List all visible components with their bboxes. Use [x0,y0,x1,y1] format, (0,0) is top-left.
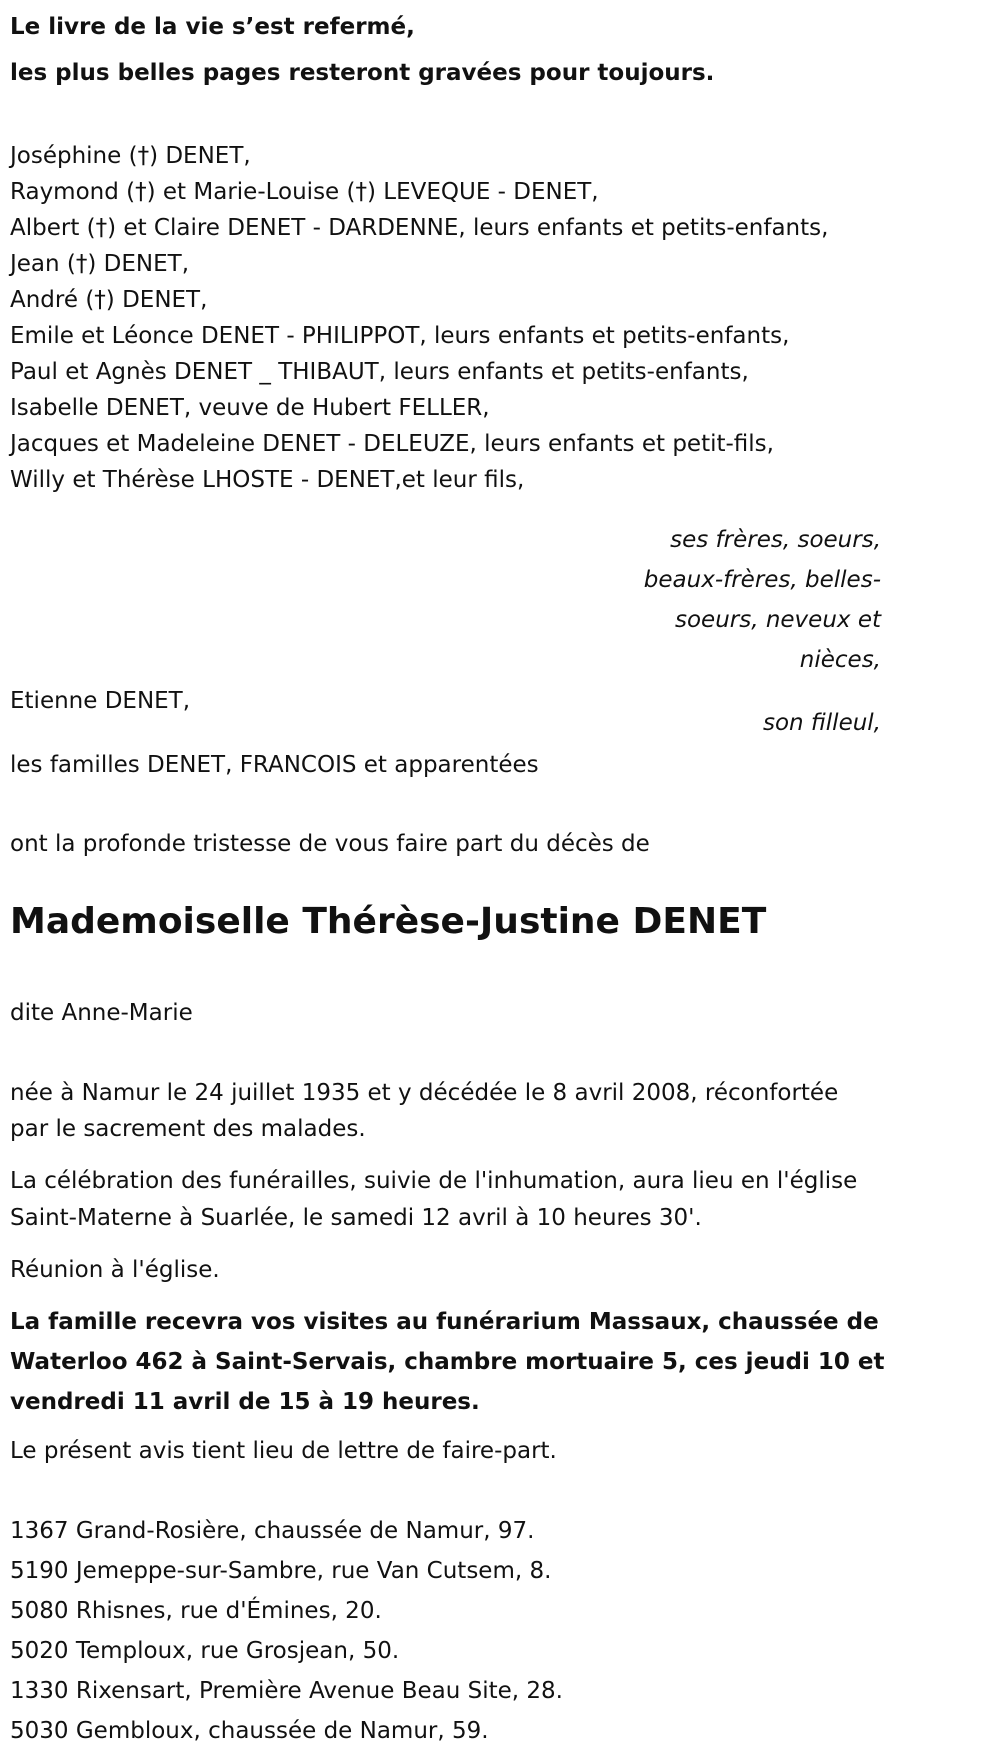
birth-death-line: par le sacrement des malades. [10,1116,366,1142]
godson-relation: son filleul, [762,710,881,736]
address-line: 5020 Temploux, rue Grosjean, 50. [10,1638,400,1664]
family-line: Jacques et Madeleine DENET - DELEUZE, leurs enfants et petit-fils, [10,431,774,457]
address-line: 5190 Jemeppe-sur-Sambre, rue Van Cutsem, 8. [10,1558,552,1584]
family-line: Isabelle DENET, veuve de Hubert FELLER, [10,395,490,421]
families-line: les familles DENET, FRANCOIS et apparentées [10,752,539,778]
family-line: Raymond (†) et Marie-Louise (†) LEVEQUE - DENET, [10,179,599,205]
intro-line-2: les plus belles pages resteront gravées pour toujours. [10,60,715,86]
notice-line: Le présent avis tient lieu de lettre de faire-part. [10,1438,557,1464]
family-line: Paul et Agnès DENET _ THIBAUT, leurs enfants et petits-enfants, [10,359,749,385]
ceremony-line: La célébration des funérailles, suivie de l'inhumation, aura lieu en l'église [10,1168,858,1194]
relation-line: nièces, [799,647,881,673]
deceased-name: Mademoiselle Thérèse-Justine DENET [10,901,767,942]
relation-line: beaux-frères, belles- [643,567,881,593]
intro-line-1: Le livre de la vie s’est refermé, [10,14,415,40]
family-line: Willy et Thérèse LHOSTE - DENET,et leur fils, [10,467,525,493]
visits-line: La famille recevra vos visites au funérarium Massaux, chaussée de [10,1309,879,1335]
address-line: 1367 Grand-Rosière, chaussée de Namur, 97. [10,1518,535,1544]
address-line: 5030 Gembloux, chaussée de Namur, 59. [10,1718,489,1744]
family-line: Albert (†) et Claire DENET - DARDENNE, leurs enfants et petits-enfants, [10,215,829,241]
godson-name: Etienne DENET, [10,688,191,714]
visits-line: vendredi 11 avril de 15 à 19 heures. [10,1389,480,1415]
deceased-alias: dite Anne-Marie [10,1000,193,1026]
address-line: 5080 Rhisnes, rue d'Émines, 20. [10,1598,382,1624]
address-line: 1330 Rixensart, Première Avenue Beau Site, 28. [10,1678,563,1704]
announcement: ont la profonde tristesse de vous faire part du décès de [10,831,650,857]
birth-death-line: née à Namur le 24 juillet 1935 et y décédée le 8 avril 2008, réconfortée [10,1080,839,1106]
family-line: Joséphine (†) DENET, [10,143,251,169]
ceremony-line: Saint-Materne à Suarlée, le samedi 12 avril à 10 heures 30'. [10,1205,702,1231]
family-line: Jean (†) DENET, [10,251,190,277]
meeting-line: Réunion à l'église. [10,1257,220,1283]
relation-line: ses frères, soeurs, [670,527,881,553]
family-line: Emile et Léonce DENET - PHILIPPOT, leurs enfants et petits-enfants, [10,323,790,349]
visits-line: Waterloo 462 à Saint-Servais, chambre mortuaire 5, ces jeudi 10 et [10,1349,885,1375]
relation-line: soeurs, neveux et [674,607,881,633]
family-line: André (†) DENET, [10,287,208,313]
